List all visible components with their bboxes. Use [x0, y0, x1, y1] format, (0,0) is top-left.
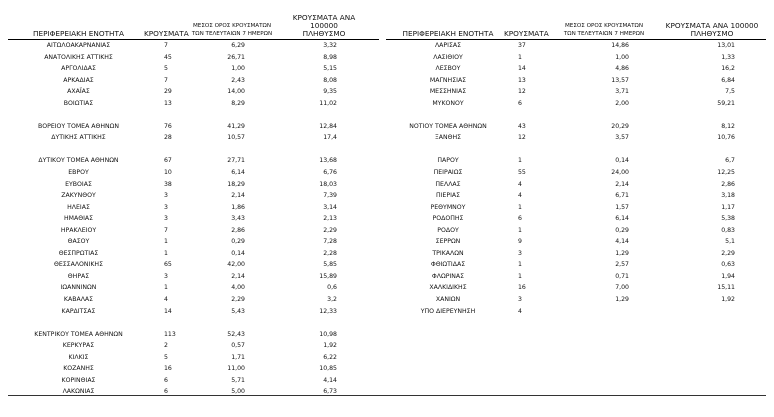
table-row: [8, 282, 379, 294]
table-row: [386, 155, 766, 167]
right-table: [386, 17, 766, 317]
per-100000-cell: 10,76: [717, 134, 735, 142]
table-row: [386, 179, 766, 191]
average-cell: 2,29: [231, 296, 245, 304]
region-cell: ΚΑΡΔΙΤΣΑΣ: [61, 307, 96, 315]
table-row: [386, 306, 766, 318]
region-cell: ΔΥΤΙΚΟΥ ΤΟΜΕΑ ΑΘΗΝΩΝ: [38, 157, 119, 165]
table-row: [8, 375, 379, 387]
region-cell: ΗΡΑΚΛΕΙΟΥ: [60, 226, 97, 234]
average-cell: 0,29: [615, 226, 629, 234]
average-cell: 2,86: [231, 226, 245, 234]
region-cell: ΛΑΡΙΣΑΣ: [434, 42, 462, 49]
table-row: [386, 132, 766, 144]
average-cell: 2,00: [615, 99, 629, 107]
region-cell: ΠΙΕΡΙΑΣ: [435, 192, 461, 200]
table-row: [8, 155, 379, 167]
table-row: [8, 202, 379, 214]
region-cell: ΗΜΑΘΙΑΣ: [63, 215, 94, 223]
cases-cell: 3: [164, 192, 168, 200]
header-average: [554, 22, 654, 38]
region-cell: ΕΥΒΟΙΑΣ: [65, 180, 92, 188]
table-row: [386, 63, 766, 75]
header-average-line1: ΜΕΣΟΣ ΟΡΟΣ ΚΡΟΥΣΜΑΤΩΝ: [564, 23, 644, 29]
table-row: [8, 179, 379, 191]
cases-cell: 4: [518, 307, 522, 315]
average-cell: 41,29: [227, 122, 245, 130]
average-cell: 1,86: [231, 203, 245, 211]
average-cell: 6,29: [231, 42, 245, 49]
table-row: [8, 132, 379, 144]
per-100000-cell: 6,7: [725, 157, 735, 165]
cases-cell: 16: [518, 284, 526, 292]
per-100000-cell: 8,08: [323, 76, 337, 84]
header-region: ΠΕΡΙΦΕΡΕΙΑΚΗ ΕΝΟΤΗΤΑ: [402, 29, 494, 38]
table-row: [8, 75, 379, 87]
average-cell: 52,43: [227, 330, 245, 338]
table-row: [386, 225, 766, 237]
header-per-100000: [279, 14, 369, 38]
cases-cell: 113: [164, 330, 176, 338]
region-cell: ΡΟΔΟΠΗΣ: [432, 215, 464, 223]
per-100000-cell: 7,28: [323, 238, 337, 246]
header-average: [186, 22, 278, 38]
per-100000-cell: 12,25: [717, 169, 735, 177]
group-spacer: [8, 317, 379, 329]
table-row: [386, 167, 766, 179]
average-cell: 2,14: [615, 180, 629, 188]
per-100000-cell: 7,39: [323, 192, 337, 200]
region-cell: ΚΑΒΑΛΑΣ: [63, 296, 94, 304]
average-cell: 4,14: [615, 238, 629, 246]
average-cell: 1,71: [231, 353, 245, 361]
average-cell: 6,14: [615, 215, 629, 223]
table-row: [8, 213, 379, 225]
cases-cell: 3: [518, 249, 522, 257]
per-100000-cell: 8,12: [721, 122, 735, 130]
cases-cell: 12: [518, 134, 526, 142]
table-row: [386, 282, 766, 294]
cases-cell: 76: [164, 122, 172, 130]
table-row: [386, 190, 766, 202]
average-cell: 0,71: [615, 272, 629, 280]
average-cell: 7,00: [615, 284, 629, 292]
cases-cell: 5: [164, 353, 168, 361]
table-row: [8, 306, 379, 318]
per-100000-cell: 1,33: [721, 53, 735, 61]
header-cases: ΚΡΟΥΣΜΑΤΑ: [144, 29, 189, 38]
average-cell: 20,29: [611, 122, 629, 130]
average-cell: 1,00: [615, 53, 629, 61]
cases-cell: 2: [164, 342, 168, 350]
table-row: [386, 213, 766, 225]
cases-cell: 3: [164, 272, 168, 280]
region-cell: ΖΑΚΥΝΘΟΥ: [61, 192, 96, 200]
table-row: [8, 236, 379, 248]
per-100000-cell: 1,92: [721, 296, 735, 304]
header-per-line1: ΚΡΟΥΣΜΑΤΑ ΑΝΑ 100000: [665, 21, 759, 30]
average-cell: 0,29: [231, 238, 245, 246]
region-cell: ΦΛΩΡΙΝΑΣ: [431, 272, 465, 280]
average-cell: 4,86: [615, 65, 629, 73]
table-row: [386, 248, 766, 260]
average-cell: 5,43: [231, 307, 245, 315]
region-cell: ΛΑΣΙΘΙΟΥ: [433, 53, 463, 61]
average-cell: 0,57: [231, 342, 245, 350]
right-table-header: [386, 17, 766, 40]
table-row: [8, 329, 379, 341]
average-cell: 0,14: [615, 157, 629, 165]
region-cell: ΚΟΡΙΝΘΙΑΣ: [61, 376, 96, 384]
cases-cell: 65: [164, 261, 172, 269]
table-row: [386, 294, 766, 306]
cases-cell: 3: [164, 203, 168, 211]
table-row: [8, 248, 379, 260]
region-cell: ΑΝΑΤΟΛΙΚΗΣ ΑΤΤΙΚΗΣ: [44, 53, 113, 61]
per-100000-cell: 15,89: [319, 272, 337, 280]
per-100000-cell: 2,29: [323, 226, 337, 234]
average-cell: 8,29: [231, 99, 245, 107]
average-cell: 3,71: [615, 88, 629, 96]
region-cell: ΘΑΣΟΥ: [67, 238, 90, 246]
cases-cell: 1: [164, 238, 168, 246]
cases-cell: 3: [518, 296, 522, 304]
average-cell: 3,43: [231, 215, 245, 223]
cases-cell: 28: [164, 134, 172, 142]
table-row: [8, 271, 379, 283]
per-100000-cell: 3,2: [327, 296, 337, 304]
table-row: [386, 121, 766, 133]
average-cell: 2,57: [615, 261, 629, 269]
per-100000-cell: 13,68: [319, 157, 337, 165]
table-row: [386, 271, 766, 283]
per-100000-cell: 10,98: [319, 330, 337, 338]
per-100000-cell: 2,29: [721, 249, 735, 257]
right-table-body: [386, 40, 766, 317]
cases-cell: 1: [518, 272, 522, 280]
per-100000-cell: 11,02: [319, 99, 337, 107]
cases-cell: 1: [518, 261, 522, 269]
per-100000-cell: 3,14: [323, 203, 337, 211]
average-cell: 1,29: [615, 296, 629, 304]
average-cell: 6,14: [231, 169, 245, 177]
cases-cell: 55: [518, 169, 526, 177]
left-table-body: [8, 40, 379, 398]
header-average-line1: ΜΕΣΟΣ ΟΡΟΣ ΚΡΟΥΣΜΑΤΩΝ: [192, 23, 272, 29]
left-table-header: [8, 13, 379, 40]
table-row: [8, 52, 379, 64]
cases-cell: 10: [164, 169, 172, 177]
cases-cell: 12: [518, 88, 526, 96]
region-cell: ΚΙΛΚΙΣ: [68, 353, 89, 361]
region-cell: ΔΥΤΙΚΗΣ ΑΤΤΙΚΗΣ: [51, 134, 106, 142]
region-cell: ΚΟΖΑΝΗΣ: [63, 365, 94, 373]
average-cell: 1,29: [615, 249, 629, 257]
cases-cell: 7: [164, 226, 168, 234]
table-row: [8, 40, 379, 52]
per-100000-cell: 1,17: [721, 203, 735, 211]
cases-cell: 7: [164, 76, 168, 84]
header-per-line2: ΠΛΗΘΥΣΜΟ: [302, 29, 346, 38]
cases-cell: 7: [164, 42, 168, 49]
table-row: [8, 386, 379, 398]
table-row: [8, 225, 379, 237]
table-row: [8, 121, 379, 133]
table-row: [8, 352, 379, 364]
region-cell: ΧΑΝΙΩΝ: [435, 296, 461, 304]
header-region: ΠΕΡΙΦΕΡΕΙΑΚΗ ΕΝΟΤΗΤΑ: [33, 29, 124, 38]
header-per-line2: ΠΛΗΘΥΣΜΟ: [690, 29, 734, 38]
per-100000-cell: 4,14: [323, 376, 337, 384]
cases-cell: 9: [518, 238, 522, 246]
header-per-100000: [662, 22, 762, 38]
cases-cell: 43: [518, 122, 526, 130]
cases-cell: 1: [518, 157, 522, 165]
cases-cell: 3: [164, 215, 168, 223]
per-100000-cell: 3,18: [721, 192, 735, 200]
header-cases: ΚΡΟΥΣΜΑΤΑ: [504, 29, 549, 38]
table-row: [8, 167, 379, 179]
region-cell: ΚΕΝΤΡΙΚΟΥ ΤΟΜΕΑ ΑΘΗΝΩΝ: [34, 330, 123, 338]
region-cell: ΡΟΔΟΥ: [437, 226, 459, 234]
region-cell: ΜΑΓΝΗΣΙΑΣ: [429, 76, 467, 84]
per-100000-cell: 1,94: [721, 272, 735, 280]
cases-cell: 6: [164, 376, 168, 384]
cases-cell: 14: [518, 65, 526, 73]
region-cell: ΑΙΤΩΛΟΑΚΑΡΝΑΝΙΑΣ: [46, 42, 111, 49]
region-cell: ΒΟΡΕΙΟΥ ΤΟΜΕΑ ΑΘΗΝΩΝ: [37, 122, 120, 130]
table-row: [8, 294, 379, 306]
per-100000-cell: 18,03: [319, 180, 337, 188]
per-100000-cell: 6,84: [721, 76, 735, 84]
average-cell: 5,71: [231, 376, 245, 384]
cases-cell: 1: [164, 284, 168, 292]
cases-cell: 45: [164, 53, 172, 61]
per-100000-cell: 59,21: [717, 99, 735, 107]
table-row: [8, 190, 379, 202]
cases-cell: 6: [518, 99, 522, 107]
per-100000-cell: 0,63: [721, 261, 735, 269]
per-100000-cell: 6,22: [323, 353, 337, 361]
header-per-line1: ΚΡΟΥΣΜΑΤΑ ΑΝΑ 100000: [292, 13, 356, 30]
region-cell: ΥΠΟ ΔΙΕΡΕΥΝΗΣΗ: [420, 307, 476, 315]
region-cell: ΕΒΡΟΥ: [68, 169, 89, 177]
per-100000-cell: 0,6: [327, 284, 337, 292]
group-spacer: [386, 109, 766, 121]
cases-cell: 37: [518, 42, 526, 49]
region-cell: ΞΑΝΘΗΣ: [434, 134, 462, 142]
cases-cell: 4: [518, 180, 522, 188]
table-row: [8, 98, 379, 110]
per-100000-cell: 8,98: [323, 53, 337, 61]
cases-cell: 38: [164, 180, 172, 188]
region-cell: ΠΑΡΟΥ: [437, 157, 459, 165]
average-cell: 13,57: [611, 76, 629, 84]
per-100000-cell: 13,01: [717, 42, 735, 49]
region-cell: ΑΡΓΟΛΙΔΑΣ: [61, 65, 96, 73]
cases-cell: 4: [164, 296, 168, 304]
group-spacer: [8, 109, 379, 121]
per-100000-cell: 0,83: [721, 226, 735, 234]
average-cell: 5,00: [231, 388, 245, 396]
average-cell: 26,71: [227, 53, 245, 61]
average-cell: 24,00: [611, 169, 629, 177]
average-cell: 4,00: [231, 284, 245, 292]
average-cell: 14,86: [611, 42, 629, 49]
cases-cell: 5: [164, 65, 168, 73]
average-cell: 1,00: [231, 65, 245, 73]
table-row: [8, 63, 379, 75]
per-100000-cell: 10,85: [319, 365, 337, 373]
group-spacer: [8, 144, 379, 156]
table-row: [386, 236, 766, 248]
region-cell: ΧΑΛΚΙΔΙΚΗΣ: [429, 284, 467, 292]
per-100000-cell: 7,5: [725, 88, 735, 96]
cases-cell: 67: [164, 157, 172, 165]
region-cell: ΠΕΙΡΑΙΩΣ: [433, 169, 463, 177]
cases-cell: 13: [164, 99, 172, 107]
cases-cell: 16: [164, 365, 172, 373]
region-cell: ΝΟΤΙΟΥ ΤΟΜΕΑ ΑΘΗΝΩΝ: [409, 122, 487, 130]
table-row: [8, 86, 379, 98]
region-cell: ΚΕΡΚΥΡΑΣ: [62, 342, 95, 350]
region-cell: ΜΕΣΣΗΝΙΑΣ: [429, 88, 467, 96]
cases-cell: 1: [518, 203, 522, 211]
table-row: [8, 363, 379, 375]
per-100000-cell: 3,32: [323, 42, 337, 49]
table-row: [386, 52, 766, 64]
average-cell: 14,00: [227, 88, 245, 96]
region-cell: ΛΑΚΩΝΙΑΣ: [62, 388, 95, 396]
average-cell: 42,00: [227, 261, 245, 269]
table-row: [386, 86, 766, 98]
group-spacer: [386, 144, 766, 156]
table-row: [8, 259, 379, 271]
header-average-line2: ΤΩΝ ΤΕΛΕΥΤΑΙΩΝ 7 ΗΜΕΡΩΝ: [563, 31, 645, 37]
per-100000-cell: 2,28: [323, 249, 337, 257]
per-100000-cell: 5,1: [725, 238, 735, 246]
cases-cell: 14: [164, 307, 172, 315]
average-cell: 10,57: [227, 134, 245, 142]
region-cell: ΡΕΘΥΜΝΟΥ: [430, 203, 466, 211]
average-cell: 1,57: [615, 203, 629, 211]
region-cell: ΒΟΙΩΤΙΑΣ: [63, 99, 94, 107]
region-cell: ΑΡΚΑΔΙΑΣ: [63, 76, 94, 84]
per-100000-cell: 16,2: [721, 65, 735, 73]
region-cell: ΠΕΛΛΑΣ: [435, 180, 461, 188]
header-average-line2: ΤΩΝ ΤΕΛΕΥΤΑΙΩΝ 7 ΗΜΕΡΩΝ: [191, 31, 273, 37]
average-cell: 2,14: [231, 272, 245, 280]
cases-cell: 29: [164, 88, 172, 96]
cases-cell: 1: [164, 249, 168, 257]
per-100000-cell: 12,84: [319, 122, 337, 130]
per-100000-cell: 2,13: [323, 215, 337, 223]
per-100000-cell: 12,33: [319, 307, 337, 315]
average-cell: 27,71: [227, 157, 245, 165]
table-row: [386, 40, 766, 52]
per-100000-cell: 5,15: [323, 65, 337, 73]
region-cell: ΦΘΙΩΤΙΔΑΣ: [430, 261, 466, 269]
cases-cell: 13: [518, 76, 526, 84]
per-100000-cell: 6,73: [323, 388, 337, 396]
cases-cell: 4: [518, 192, 522, 200]
per-100000-cell: 5,85: [323, 261, 337, 269]
region-cell: ΛΕΣΒΟΥ: [435, 65, 461, 73]
average-cell: 0,14: [231, 249, 245, 257]
region-cell: ΙΩΑΝΝΙΝΩΝ: [60, 284, 97, 292]
region-cell: ΗΛΕΙΑΣ: [67, 203, 90, 211]
left-table: [8, 13, 379, 398]
table-bottom-rule: [8, 395, 766, 396]
region-cell: ΜΥΚΟΝΟΥ: [432, 99, 464, 107]
region-cell: ΘΕΣΠΡΩΤΙΑΣ: [58, 249, 99, 257]
average-cell: 11,00: [227, 365, 245, 373]
per-100000-cell: 9,35: [323, 88, 337, 96]
table-row: [386, 98, 766, 110]
region-cell: ΘΗΡΑΣ: [67, 272, 90, 280]
cases-cell: 1: [518, 226, 522, 234]
per-100000-cell: 6,76: [323, 169, 337, 177]
cases-cell: 6: [164, 388, 168, 396]
average-cell: 18,29: [227, 180, 245, 188]
per-100000-cell: 2,86: [721, 180, 735, 188]
average-cell: 2,14: [231, 192, 245, 200]
table-row: [8, 340, 379, 352]
table-row: [386, 75, 766, 87]
cases-cell: 1: [518, 53, 522, 61]
region-cell: ΘΕΣΣΑΛΟΝΙΚΗΣ: [53, 261, 103, 269]
per-100000-cell: 15,11: [717, 284, 735, 292]
average-cell: 2,43: [231, 76, 245, 84]
per-100000-cell: 1,92: [323, 342, 337, 350]
region-cell: ΣΕΡΡΩΝ: [435, 238, 461, 246]
region-cell: ΑΧΑΪΑΣ: [67, 88, 90, 96]
region-cell: ΤΡΙΚΑΛΩΝ: [432, 249, 464, 257]
cases-cell: 6: [518, 215, 522, 223]
average-cell: 6,71: [615, 192, 629, 200]
average-cell: 3,57: [615, 134, 629, 142]
table-row: [386, 202, 766, 214]
table-row: [386, 259, 766, 271]
per-100000-cell: 5,38: [721, 215, 735, 223]
per-100000-cell: 17,4: [323, 134, 337, 142]
